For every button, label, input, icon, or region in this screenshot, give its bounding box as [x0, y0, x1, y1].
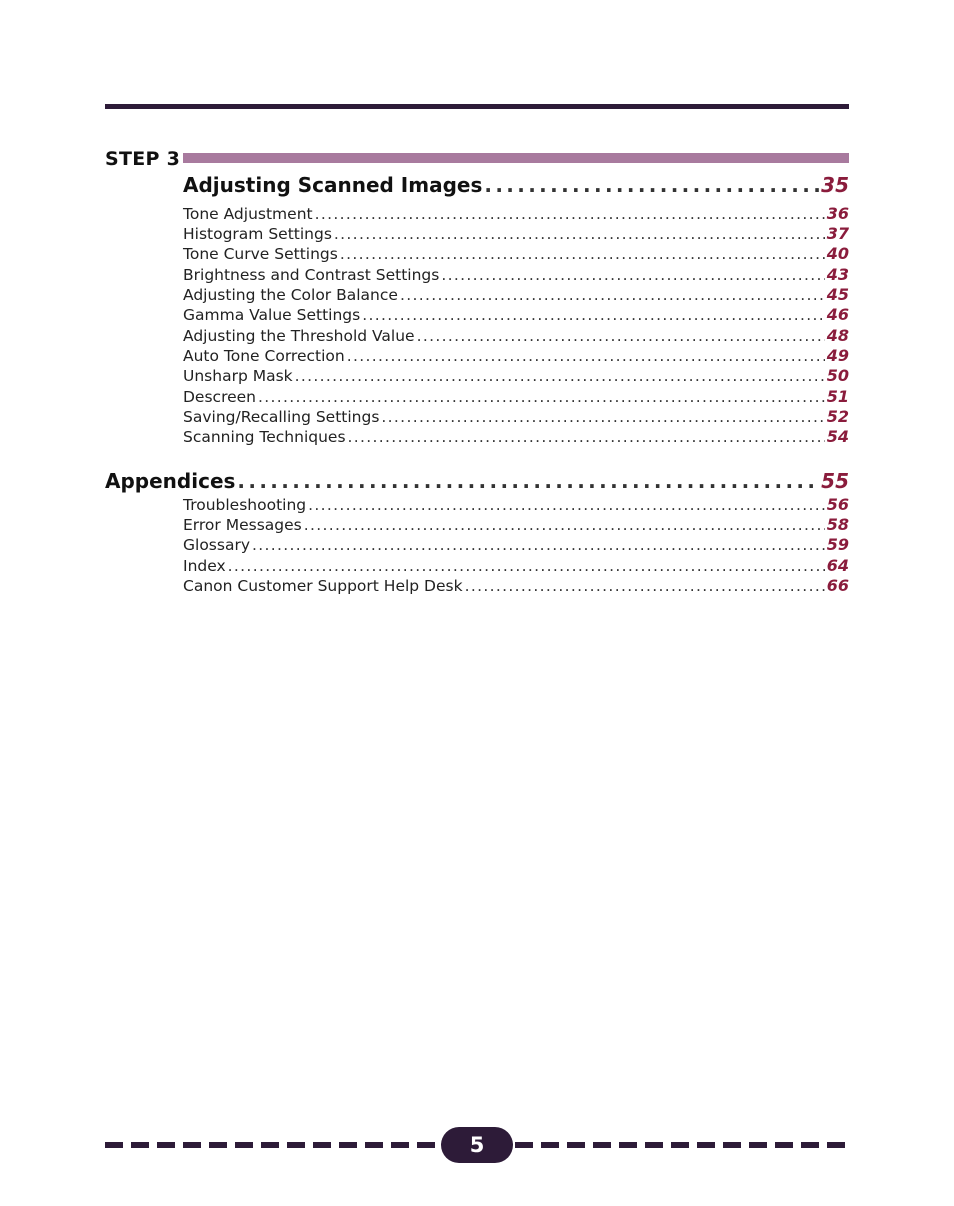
toc-page-number[interactable]: 50: [826, 366, 849, 385]
toc-item-gamma-value[interactable]: [183, 305, 849, 325]
toc-item-tone-curve-settings[interactable]: [183, 244, 849, 264]
dot-leader: [362, 305, 825, 325]
dot-leader: [484, 171, 819, 199]
dot-leader: [237, 467, 819, 495]
toc-item-index[interactable]: [183, 556, 849, 576]
toc-item-label: Gamma Value Settings: [183, 306, 361, 324]
dot-leader: [347, 346, 825, 366]
step-label: STEP 3: [105, 148, 181, 170]
toc-item-label: Adjusting the Color Balance: [183, 286, 398, 304]
page-number-badge: 5: [441, 1127, 513, 1163]
toc-page-number[interactable]: 37: [826, 224, 849, 243]
dot-leader: [417, 326, 825, 346]
footer-dash-left: [105, 1142, 441, 1148]
toc-item-label: Brightness and Contrast Settings: [183, 266, 440, 284]
toc-section-adjusting-scanned-images[interactable]: [183, 171, 849, 199]
dot-leader: [441, 265, 824, 285]
toc-item-label: Index: [183, 557, 226, 575]
dot-leader: [348, 427, 825, 447]
toc-page-number[interactable]: 43: [826, 265, 849, 284]
toc-item-threshold-value[interactable]: [183, 326, 849, 346]
toc-page-number[interactable]: 64: [826, 556, 849, 575]
toc-item-error-messages[interactable]: [183, 515, 849, 535]
dot-leader: [315, 204, 825, 224]
toc-page-number[interactable]: 40: [826, 244, 849, 263]
dot-leader: [465, 576, 825, 596]
toc-page-number[interactable]: 36: [826, 204, 849, 223]
toc-item-label: Auto Tone Correction: [183, 347, 345, 365]
toc-item-troubleshooting[interactable]: [183, 495, 849, 515]
toc-item-label: Troubleshooting: [183, 496, 307, 514]
toc-item-label: Glossary: [183, 536, 250, 554]
step-bar: [183, 153, 849, 163]
toc-item-auto-tone[interactable]: [183, 346, 849, 366]
toc-item-tone-adjustment[interactable]: [183, 204, 849, 224]
toc-page-number[interactable]: 58: [826, 515, 849, 534]
toc-item-label: Scanning Techniques: [183, 428, 346, 446]
toc-item-label: Tone Curve Settings: [183, 245, 338, 263]
toc-page-number[interactable]: 35: [821, 173, 849, 197]
toc-item-saving-recalling[interactable]: [183, 407, 849, 427]
toc-item-scanning-techniques[interactable]: [183, 427, 849, 447]
toc-item-label: Adjusting the Threshold Value: [183, 327, 415, 345]
dot-leader: [228, 556, 825, 576]
toc-item-color-balance[interactable]: [183, 285, 849, 305]
page-footer: [105, 1125, 849, 1165]
toc-item-label: Unsharp Mask: [183, 367, 293, 385]
toc-section-title: Adjusting Scanned Images: [183, 173, 483, 197]
toc-item-label: Histogram Settings: [183, 225, 332, 243]
toc-page-number[interactable]: 66: [826, 576, 849, 595]
dot-leader: [258, 387, 825, 407]
toc-page-number[interactable]: 54: [826, 427, 849, 446]
toc-item-label: Saving/Recalling Settings: [183, 408, 380, 426]
toc-item-label: Error Messages: [183, 516, 302, 534]
toc-item-help-desk[interactable]: [183, 576, 849, 596]
toc-item-histogram-settings[interactable]: [183, 224, 849, 244]
toc-page-number[interactable]: 45: [826, 285, 849, 304]
dot-leader: [295, 366, 825, 386]
toc-page-number[interactable]: 59: [826, 535, 849, 554]
dot-leader: [400, 285, 825, 305]
toc-item-glossary[interactable]: [183, 535, 849, 555]
step-header: [105, 146, 849, 172]
toc-item-brightness-contrast[interactable]: [183, 265, 849, 285]
toc-page-number[interactable]: 46: [826, 305, 849, 324]
dot-leader: [304, 515, 825, 535]
dot-leader: [308, 495, 825, 515]
toc-item-label: Tone Adjustment: [183, 205, 313, 223]
dot-leader: [252, 535, 825, 555]
footer-dash-right: [515, 1142, 849, 1148]
toc-item-label: Canon Customer Support Help Desk: [183, 577, 463, 595]
toc-page-number[interactable]: 55: [821, 469, 849, 493]
dot-leader: [381, 407, 824, 427]
dot-leader: [334, 224, 825, 244]
toc-item-label: Descreen: [183, 388, 256, 406]
toc-item-unsharp-mask[interactable]: [183, 366, 849, 386]
toc-page-number[interactable]: 48: [826, 326, 849, 345]
toc-page-number[interactable]: 52: [826, 407, 849, 426]
dot-leader: [340, 244, 825, 264]
top-rule: [105, 104, 849, 109]
toc-section-appendices[interactable]: [105, 467, 849, 495]
toc-section-title: Appendices: [105, 469, 236, 493]
toc-item-descreen[interactable]: [183, 387, 849, 407]
toc-page-number[interactable]: 56: [826, 495, 849, 514]
toc-page-number[interactable]: 51: [826, 387, 849, 406]
toc-page-number[interactable]: 49: [826, 346, 849, 365]
